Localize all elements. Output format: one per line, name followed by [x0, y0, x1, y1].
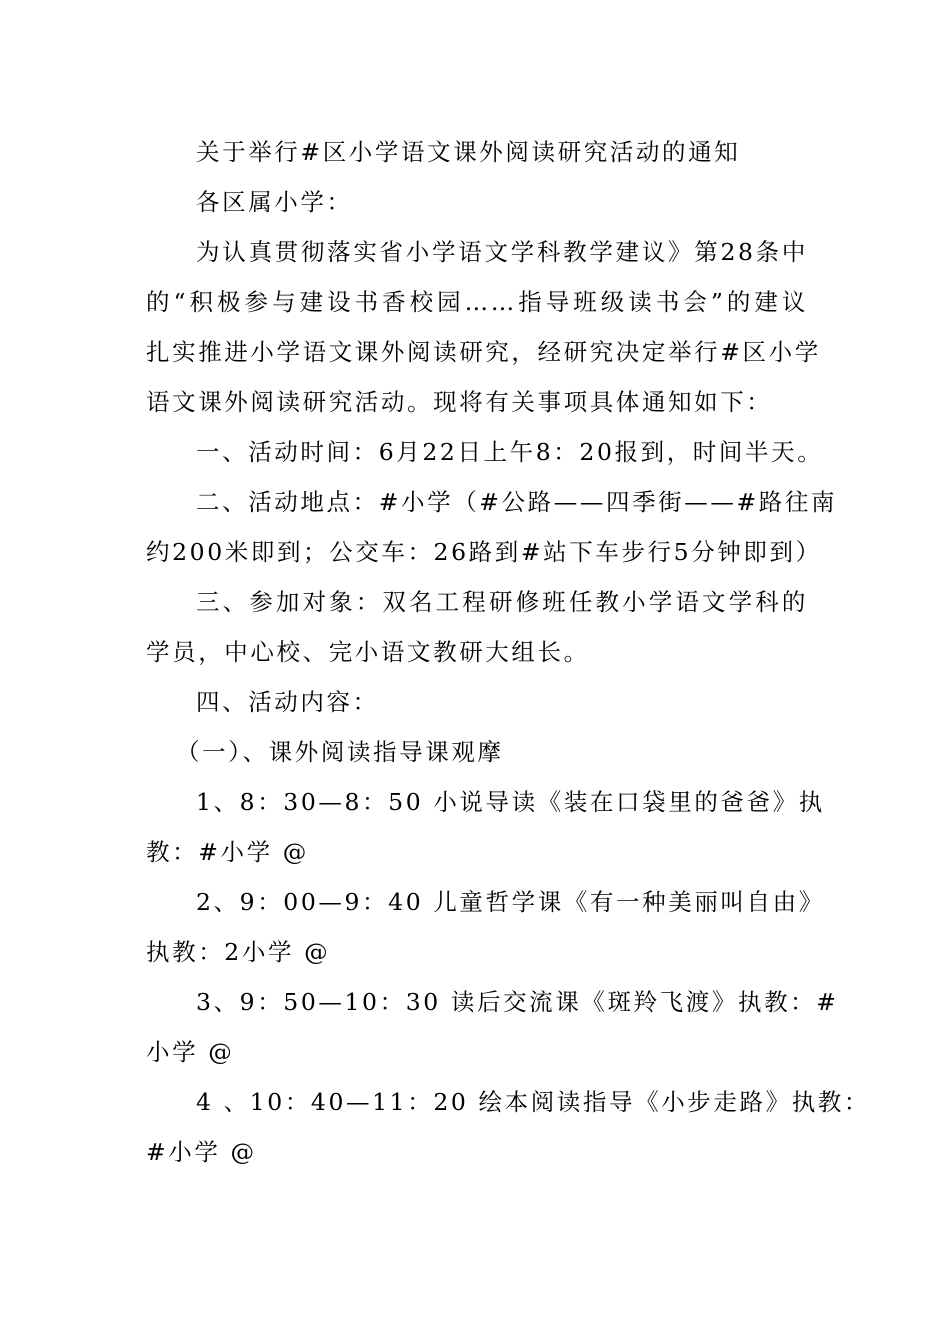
intro-line-4: 语文课外阅读研究活动。现将有关事项具体通知如下： — [146, 388, 773, 416]
subsection-heading: （一）、课外阅读指导课观摩 — [176, 738, 504, 766]
intro-line-3: 扎实推进小学语文课外阅读研究，经研究决定举行#区小学 — [146, 338, 821, 366]
notice-title: 关于举行#区小学语文课外阅读研究活动的通知 — [196, 138, 741, 166]
session-4-line-2: #小学 @ — [146, 1138, 257, 1166]
item-content-heading: 四、活动内容： — [196, 688, 379, 716]
session-2-line-2: 执教：2小学 @ — [146, 938, 331, 966]
item-participants-line-1: 三、参加对象：双名工程研修班任教小学语文学科的 — [196, 588, 808, 616]
session-1-line-2: 教：#小学 @ — [146, 838, 309, 866]
item-location-line-2: 约200米即到；公交车：26路到#站下车步行5分钟即到） — [146, 538, 822, 566]
item-participants-line-2: 学员，中心校、完小语文教研大组长。 — [146, 638, 590, 666]
intro-line-1: 为认真贯彻落实省小学语文学科教学建议》第28条中 — [196, 238, 808, 266]
intro-line-2: 的“积极参与建设书香校园……指导班级读书会”的建议 — [146, 288, 808, 316]
session-2-line-1: 2、9：00—9：40 儿童哲学课《有一种美丽叫自由》 — [196, 888, 825, 916]
session-3-line-2: 小学 @ — [146, 1038, 235, 1066]
item-location-line-1: 二、活动地点：#小学（#公路——四季街——#路往南 — [196, 488, 838, 516]
salutation: 各区属小学： — [196, 188, 353, 216]
session-3-line-1: 3、9：50—10：30 读后交流课《斑羚飞渡》执教：# — [196, 988, 839, 1016]
session-1-line-1: 1、8：30—8：50 小说导读《装在口袋里的爸爸》执 — [196, 788, 825, 816]
item-time: 一、活动时间：6月22日上午8：20报到，时间半天。 — [196, 438, 824, 466]
session-4-line-1: 4 、10：40—11：20 绘本阅读指导《小步走路》执教： — [196, 1088, 871, 1116]
